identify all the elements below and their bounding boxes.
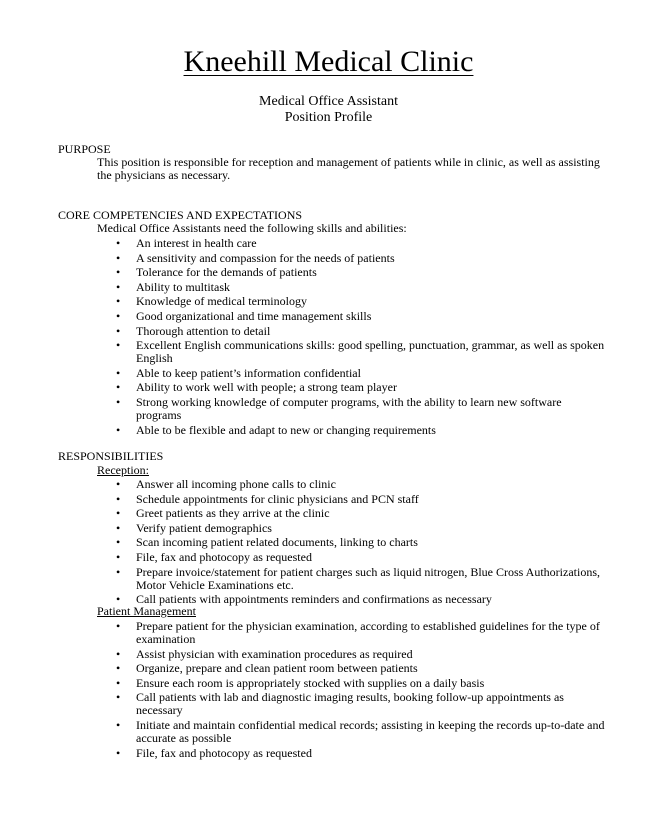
reception-label: Reception: — [97, 463, 149, 477]
list-item: • Greet patients as they arrive at the clinic — [136, 507, 606, 520]
list-item: • Answer all incoming phone calls to clinic — [136, 478, 606, 491]
list-item: • Scan incoming patient related documents, linking to charts — [136, 536, 606, 549]
list-item: • Verify patient demographics — [136, 522, 606, 535]
core-competencies-list — [136, 237, 606, 438]
list-item: • A sensitivity and compassion for the needs of patients — [136, 252, 606, 265]
list-item: • Good organizational and time management skills — [136, 310, 606, 323]
list-item: • Able to be flexible and adapt to new or changing requirements — [136, 424, 606, 437]
list-item: • Initiate and maintain confidential medical records; assisting in keeping the records up-to-date and accurate as possible — [136, 719, 606, 745]
reception-list — [136, 478, 606, 608]
subtitle-line-2: Position Profile — [284, 110, 373, 125]
responsibilities-heading: RESPONSIBILITIES — [58, 449, 164, 463]
list-item: • File, fax and photocopy as requested — [136, 747, 606, 760]
patient-management-label: Patient Management — [97, 604, 196, 618]
list-item: • Prepare invoice/statement for patient charges such as liquid nitrogen, Blue Cross Authorizations, Motor Vehicle Examinations etc. — [136, 566, 606, 592]
list-item: • Able to keep patient’s information confidential — [136, 367, 606, 380]
list-item: • Assist physician with examination procedures as required — [136, 648, 606, 661]
list-item: • Ability to work well with people; a strong team player — [136, 381, 606, 394]
purpose-text: This position is responsible for reception and management of patients while in clinic, as well as assisting the physicians as necessary. — [97, 155, 600, 182]
document-title: Kneehill Medical Clinic — [183, 45, 474, 78]
list-item: • Ability to multitask — [136, 281, 606, 294]
list-item: • Call patients with lab and diagnostic imaging results, booking follow-up appointments as necessary — [136, 691, 606, 717]
list-item: • Organize, prepare and clean patient room between patients — [136, 662, 606, 675]
purpose-heading: PURPOSE — [58, 142, 111, 156]
document-subtitle — [0, 94, 657, 126]
core-heading: CORE COMPETENCIES AND EXPECTATIONS — [58, 208, 303, 222]
list-item: • Excellent English communications skills: good spelling, punctuation, grammar, as well as spoken English — [136, 339, 606, 365]
list-item: • Schedule appointments for clinic physicians and PCN staff — [136, 493, 606, 506]
list-item: • File, fax and photocopy as requested — [136, 551, 606, 564]
core-intro: Medical Office Assistants need the following skills and abilities: — [97, 221, 407, 235]
list-item: • Prepare patient for the physician examination, according to established guidelines for the type of examination — [136, 620, 606, 646]
list-item: • Strong working knowledge of computer programs, with the ability to learn new software programs — [136, 396, 606, 422]
list-item: • Tolerance for the demands of patients — [136, 266, 606, 279]
list-item: • Knowledge of medical terminology — [136, 295, 606, 308]
list-item: • Ensure each room is appropriately stocked with supplies on a daily basis — [136, 677, 606, 690]
list-item: • Call patients with appointments reminders and confirmations as necessary — [136, 593, 606, 606]
list-item: • Thorough attention to detail — [136, 325, 606, 338]
subtitle-line-1: Medical Office Assistant — [259, 94, 398, 109]
list-item: • An interest in health care — [136, 237, 606, 250]
patient-management-list — [136, 620, 606, 761]
